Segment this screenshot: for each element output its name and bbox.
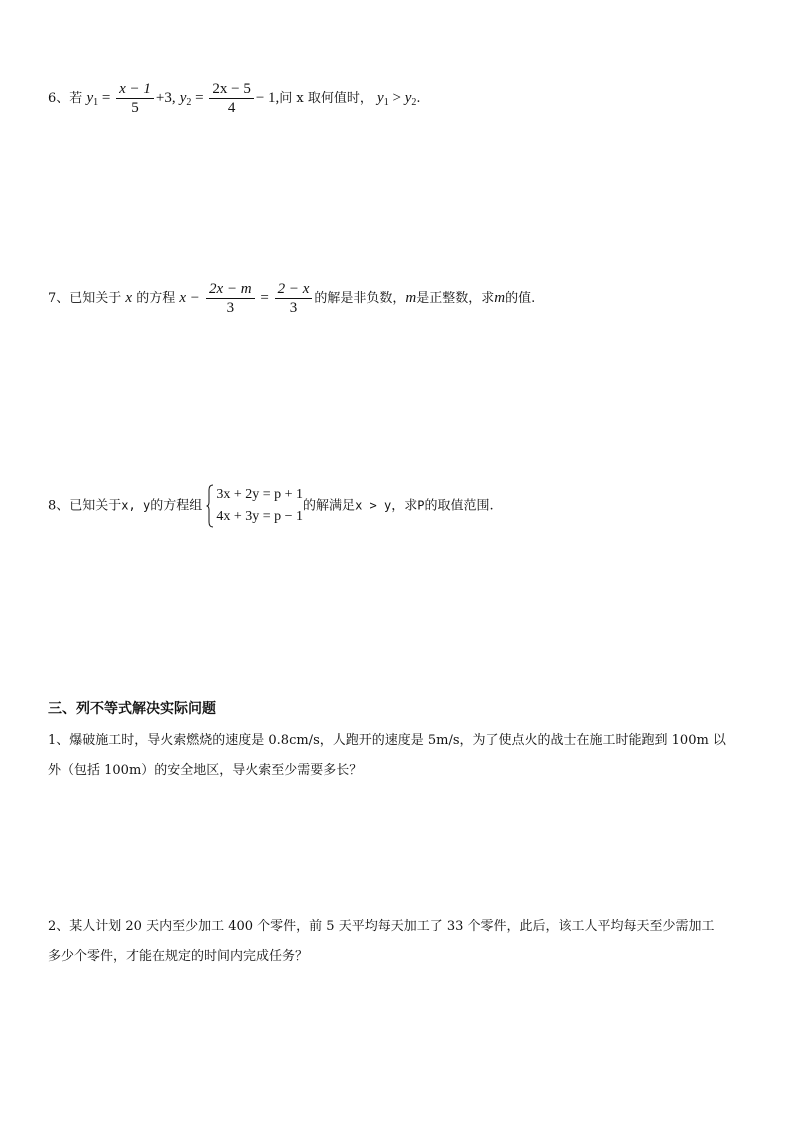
q7-f2-numerator: 2 − x: [275, 280, 313, 299]
question-6: [48, 80, 421, 117]
q8-equation-1: 3x + 2y = p + 1: [216, 487, 304, 502]
q6-f2-denominator: 4: [227, 100, 236, 116]
q7-var-x: x: [125, 290, 133, 306]
q7-number: 7、: [48, 291, 70, 306]
q7-equals: =: [256, 290, 273, 306]
q7-text5: 的值.: [505, 291, 536, 306]
q7-var-m-2: m: [494, 290, 506, 306]
problem-1-line-2: 外（包括 100m）的安全地区，导火索至少需要多长？: [48, 763, 363, 778]
q8-text2: 的方程组: [150, 498, 203, 514]
q6-y2: $y_2$: [179, 90, 192, 108]
q8-var-p: P: [417, 498, 425, 513]
q6-f2-numerator: 2x − 5: [209, 80, 253, 99]
q7-fraction-1: [206, 280, 255, 317]
q7-f1-denominator: 3: [226, 300, 235, 316]
q7-text3: 的解是非负数，: [314, 291, 406, 306]
q8-condition: x > y: [355, 498, 392, 513]
question-8: [48, 484, 494, 528]
q8-equation-2: 4x + 3y = p − 1: [216, 509, 304, 524]
q6-equals: =: [98, 90, 115, 106]
q6-plus3: +3,: [155, 90, 176, 106]
q7-text2: 的方程: [132, 291, 180, 306]
problem-1-line-1: 1、爆破施工时，导火索燃烧的速度是 0.8cm/s，人跑开的速度是 5m/s，为了使点火的战士在施工时能跑到 100m 以: [48, 733, 726, 748]
q8-vars: x, y: [121, 498, 151, 513]
q7-text4: 是正整数，求: [416, 291, 495, 306]
problem-2-line-2: 多少个零件，才能在规定的时间内完成任务？: [48, 949, 309, 964]
q6-cond-y1: $y_1$: [377, 90, 389, 108]
section-3-title: 三、列不等式解决实际问题: [48, 701, 216, 717]
q8-equation-system: [206, 484, 303, 528]
q7-lhs: x −: [179, 290, 200, 306]
q6-number: 6、: [48, 91, 70, 106]
q8-text4: ，求: [391, 498, 418, 514]
q6-end: .: [416, 91, 421, 106]
q7-text1: 已知关于: [69, 291, 126, 306]
problem-1: [48, 726, 748, 786]
q6-if: 若: [69, 91, 83, 106]
q8-number: 8、: [48, 498, 70, 514]
q6-minus1: − 1,: [255, 90, 280, 106]
q7-f1-numerator: 2x − m: [206, 280, 255, 299]
q8-text1: 已知关于: [69, 498, 122, 514]
q6-gt: >: [388, 90, 405, 106]
q6-equals-2: =: [191, 90, 208, 106]
q7-fraction-2: [275, 280, 313, 317]
problem-2: [48, 912, 748, 972]
left-brace-icon: [206, 484, 214, 528]
q6-text: 问 x 取何值时，: [279, 91, 373, 106]
problem-2-line-1: 2、某人计划 20 天内至少加工 400 个零件，前 5 天平均每天加工了 33 个零件，此后，该工人平均每天至少需加工: [48, 919, 715, 934]
q6-f1-denominator: 5: [131, 100, 139, 116]
q6-fraction-2: [209, 80, 253, 117]
q6-f1-numerator: x − 1: [116, 80, 154, 99]
q8-text5: 的取值范围.: [424, 498, 494, 514]
q6-fraction-1: [116, 80, 154, 117]
q7-var-m: m: [405, 290, 417, 306]
q7-f2-denominator: 3: [289, 300, 298, 316]
q6-y1: $y_1$: [86, 90, 99, 108]
q6-cond-y2: $y_2$: [404, 90, 417, 108]
q8-text3: 的解满足: [303, 498, 356, 514]
question-7: [48, 280, 535, 317]
